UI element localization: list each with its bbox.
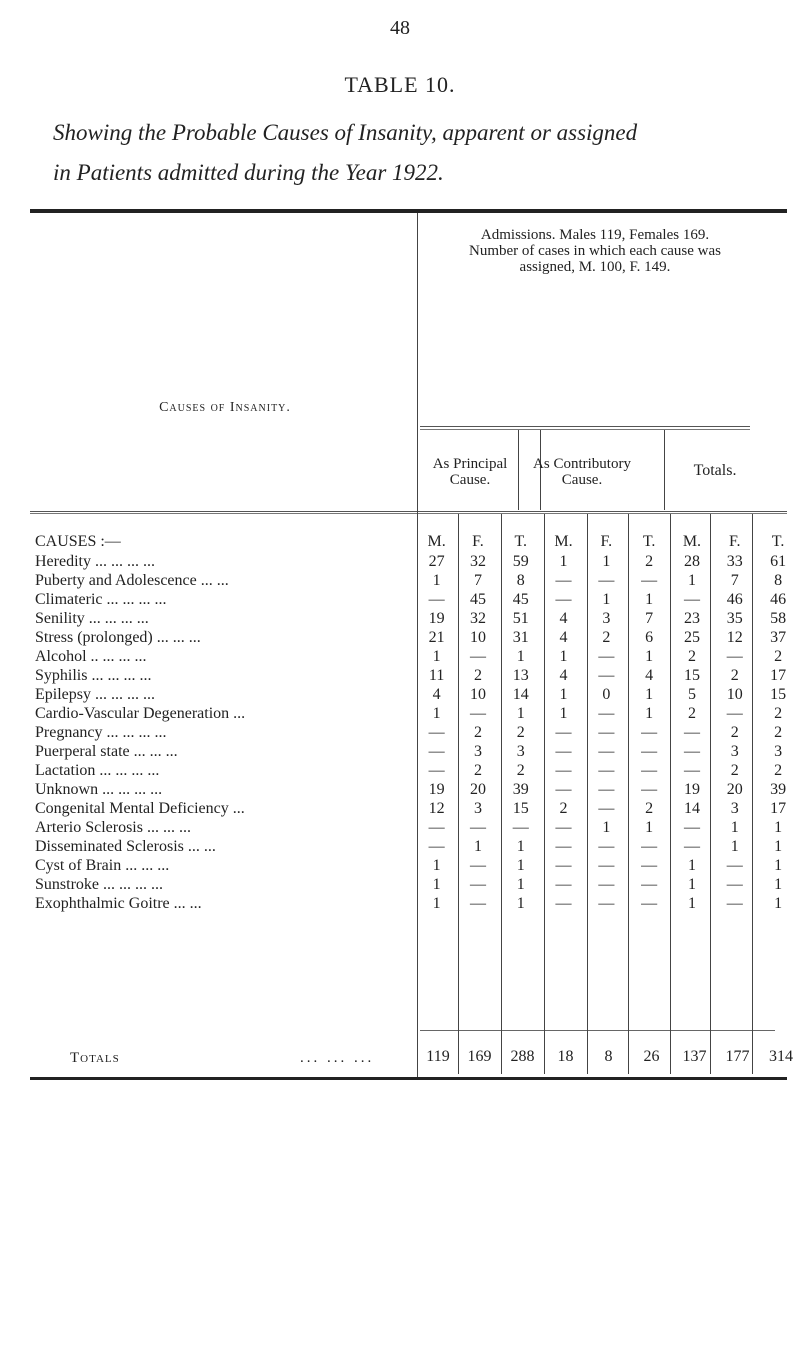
value-cell: — [641,781,658,798]
value-cell: — [428,743,445,760]
value-cell: — [641,895,658,912]
causes-label: CAUSES :— [35,532,121,550]
header-bottom-rule [30,511,787,512]
value-cell: 1 [473,838,482,855]
value-cell: 12 [428,800,445,817]
principal-cause-header [425,456,515,488]
value-cell: 2 [602,629,611,646]
value-cell: — [598,743,615,760]
value-cell: 39 [770,781,787,798]
value-cell: 1 [432,895,441,912]
cause-name: Arterio Sclerosis ... ... ... [35,819,191,836]
value-cell: — [683,762,700,779]
causes-table [35,530,800,913]
value-cell: 3 [473,800,482,817]
header-divider-rule-2 [420,429,750,430]
value-cell: — [598,667,615,684]
value-cell: 1 [730,819,739,836]
value-cell: 1 [602,819,611,836]
cause-name: Alcohol .. ... ... ... [35,648,147,665]
value-cell: 3 [602,610,611,627]
table-bottom-rule [30,1077,787,1080]
table-row [35,666,800,685]
value-cell: — [726,895,743,912]
col-label: F. [600,532,613,550]
value-cell: 2 [473,724,482,741]
value-cell: — [555,857,572,874]
causes-column-header: Causes of Insanity. [159,400,291,415]
value-cell: — [469,819,486,836]
total-cell: 18 [557,1048,574,1065]
principal-cause-label-1: As Principal [432,456,508,472]
cause-name: Sunstroke ... ... ... ... [35,876,163,893]
value-cell: 4 [559,667,568,684]
table-row [35,704,800,723]
value-cell: 3 [516,743,525,760]
value-cell: 33 [726,553,743,570]
value-cell: 1 [516,838,525,855]
value-cell: — [598,876,615,893]
value-cell: 1 [516,876,525,893]
value-cell: 61 [770,553,787,570]
table-title: TABLE 10. [344,72,456,97]
value-cell: 20 [726,781,743,798]
value-cell: — [555,762,572,779]
value-cell: — [598,857,615,874]
value-cell: — [598,762,615,779]
cause-name: Senility ... ... ... ... [35,610,149,627]
cause-name: Puberty and Adolescence ... ... [35,572,229,589]
cause-name: Stress (prolonged) ... ... ... [35,629,201,646]
cause-name: Disseminated Sclerosis ... ... [35,838,216,855]
total-cell: 119 [426,1048,450,1065]
value-cell: 1 [645,819,654,836]
value-cell: 1 [432,705,441,722]
table-row [35,799,800,818]
value-cell: 28 [683,553,700,570]
value-cell: 4 [645,667,654,684]
value-cell: 58 [770,610,787,627]
value-cell: 59 [512,553,529,570]
value-cell: — [469,895,486,912]
value-cell: 1 [774,819,783,836]
cause-name: Cyst of Brain ... ... ... [35,857,170,874]
value-cell: 2 [730,724,739,741]
value-cell: — [598,800,615,817]
cause-name: Unknown ... ... ... ... [35,781,163,798]
value-cell: 2 [730,667,739,684]
value-cell: 10 [726,686,743,703]
col-label: T. [514,532,528,550]
table-row [35,761,800,780]
value-cell: 1 [559,648,568,665]
col-label: T. [642,532,656,550]
value-cell: 7 [473,572,482,589]
table-row [35,647,800,666]
value-cell: 15 [683,667,700,684]
table-row [35,780,800,799]
value-cell: — [683,838,700,855]
value-cell: 2 [516,762,525,779]
col-label: T. [771,532,785,550]
value-cell: — [598,724,615,741]
value-cell: 1 [687,895,696,912]
value-cell: — [555,819,572,836]
value-cell: — [598,838,615,855]
value-cell: 45 [469,591,486,608]
value-cell: 2 [774,705,783,722]
value-cell: 51 [512,610,529,627]
total-cell: 169 [467,1048,492,1065]
value-cell: — [683,591,700,608]
value-cell: 2 [774,648,783,665]
value-cell: 1 [730,838,739,855]
table-row [35,875,800,894]
value-cell: 4 [559,629,568,646]
value-cell: 15 [512,800,529,817]
contributory-cause-label-1: As Contributory [533,456,631,472]
value-cell: 27 [428,553,445,570]
table-row [35,685,800,704]
value-cell: — [598,572,615,589]
value-cell: 1 [602,591,611,608]
col-label: F. [728,532,741,550]
value-cell: 1 [432,876,441,893]
value-cell: 1 [774,838,783,855]
value-cell: 1 [432,572,441,589]
col-label: F. [472,532,484,550]
value-cell: — [683,743,700,760]
value-cell: — [555,876,572,893]
cause-name: Syphilis ... ... ... ... [35,667,152,684]
table-row [35,609,800,628]
value-cell: — [641,857,658,874]
value-cell: 1 [687,876,696,893]
value-cell: — [555,724,572,741]
value-cell: 1 [645,686,654,703]
value-cell: — [641,572,658,589]
value-cell: — [428,724,445,741]
value-cell: — [555,895,572,912]
value-cell: 6 [645,629,654,646]
table-row [35,552,800,571]
total-cell: 137 [682,1048,707,1065]
table-row [35,837,800,856]
value-cell: — [683,724,700,741]
value-cell: — [726,648,743,665]
value-cell: 1 [432,857,441,874]
value-cell: — [641,762,658,779]
table-row [35,818,800,837]
value-cell: 2 [687,705,696,722]
value-cell: 37 [770,629,787,646]
value-cell: 17 [770,667,787,684]
value-cell: 32 [469,610,486,627]
value-cell: 4 [559,610,568,627]
value-cell: 1 [559,705,568,722]
col-label: M. [682,532,702,550]
value-cell: — [555,591,572,608]
value-cell: 4 [432,686,441,703]
value-cell: 2 [645,800,654,817]
value-cell: 19 [683,781,700,798]
table-row [35,856,800,875]
value-cell: 1 [687,857,696,874]
value-cell: 7 [645,610,654,627]
value-cell: 8 [774,572,783,589]
value-cell: 5 [687,686,696,703]
header-bottom-rule-2 [30,513,787,514]
page-number: 48 [390,17,410,39]
value-cell: — [555,572,572,589]
value-cell: 1 [602,553,611,570]
value-cell: — [598,705,615,722]
cause-name: Heredity ... ... ... ... [35,553,155,570]
value-cell: — [469,705,486,722]
cause-name: Congenital Mental Deficiency ... [35,800,245,817]
value-cell: — [469,648,486,665]
value-cell: 2 [774,724,783,741]
value-cell: — [428,762,445,779]
value-cell: — [555,781,572,798]
value-cell: — [641,724,658,741]
value-cell: 3 [774,743,783,760]
totals-leader-dots: ... ... ... [300,1050,375,1066]
value-cell: 1 [516,895,525,912]
header-divider-rule [420,426,750,427]
value-cell: 1 [516,705,525,722]
total-cell: 26 [643,1048,660,1065]
value-cell: 17 [770,800,787,817]
value-cell: 20 [469,781,486,798]
value-cell: 1 [774,857,783,874]
value-cell: 10 [469,629,486,646]
principal-cause-label-2: Cause. [449,472,491,488]
value-cell: 2 [559,800,568,817]
admissions-line-1: Admissions. Males 119, Females 169. [480,227,710,243]
value-cell: — [598,648,615,665]
value-cell: — [469,857,486,874]
value-cell: 1 [774,876,783,893]
total-cell: 8 [604,1048,613,1065]
value-cell: — [428,591,445,608]
value-cell: — [641,743,658,760]
value-cell: — [598,895,615,912]
value-cell: 1 [432,648,441,665]
value-cell: 23 [683,610,700,627]
value-cell: 1 [645,591,654,608]
value-cell: 19 [428,781,445,798]
value-cell: 1 [516,857,525,874]
cause-name: Cardio-Vascular Degeneration ... [35,705,246,722]
value-cell: 14 [683,800,700,817]
total-cell: 177 [725,1048,750,1065]
value-cell: 1 [774,895,783,912]
table-row [35,723,800,742]
value-cell: — [641,876,658,893]
value-cell: 3 [730,800,739,817]
table-row [35,742,800,761]
subtitle-line-1: Showing the Probable Causes of Insanity, apparent or assigned [53,120,638,145]
value-cell: — [428,819,445,836]
value-cell: 2 [687,648,696,665]
value-cell: 2 [645,553,654,570]
cause-name: Pregnancy ... ... ... ... [35,724,167,741]
col-label: M. [427,532,446,550]
value-cell: 45 [512,591,529,608]
value-cell: 10 [469,686,486,703]
value-cell: — [598,781,615,798]
value-cell: 31 [512,629,529,646]
col-label: M. [554,532,573,550]
vline-principal [518,430,519,510]
value-cell: 21 [428,629,445,646]
value-cell: 32 [469,553,486,570]
subtitle-line-2: in Patients admitted during the Year 1922. [53,160,444,185]
contributory-cause-header [527,456,637,488]
value-cell: 35 [726,610,743,627]
value-cell: 2 [774,762,783,779]
value-cell: 8 [516,572,525,589]
value-cell: 46 [726,591,743,608]
value-cell: 1 [559,686,568,703]
cause-name: Climateric ... ... ... ... [35,591,167,608]
cause-name: Lactation ... ... ... ... [35,762,160,779]
value-cell: 15 [770,686,787,703]
value-cell: 3 [473,743,482,760]
totals-rule [420,1030,775,1031]
value-cell: 19 [428,610,445,627]
value-cell: 13 [512,667,529,684]
value-cell: 14 [512,686,529,703]
cause-name: Exophthalmic Goitre ... ... [35,895,202,912]
value-cell: — [555,838,572,855]
totals-header: Totals. [693,462,737,479]
value-cell: 25 [683,629,700,646]
value-cell: 0 [602,686,611,703]
table-top-rule [30,209,787,213]
table-row [35,590,800,609]
value-cell: — [726,857,743,874]
value-cell: 1 [559,553,568,570]
value-cell: — [641,838,658,855]
value-cell: 1 [645,648,654,665]
value-cell: — [428,838,445,855]
admissions-header [425,227,765,275]
value-cell: 2 [473,667,482,684]
value-cell: — [469,876,486,893]
value-cell: 1 [516,648,525,665]
value-cell: — [726,876,743,893]
value-cell: 1 [645,705,654,722]
table-row [35,628,800,647]
value-cell: 12 [726,629,743,646]
value-cell: 2 [473,762,482,779]
value-cell: 1 [687,572,696,589]
total-cell: 314 [769,1048,793,1065]
table-row [35,894,800,913]
admissions-line-3: assigned, M. 100, F. 149. [519,259,671,275]
value-cell: 7 [730,572,739,589]
value-cell: 46 [770,591,787,608]
value-cell: 39 [512,781,529,798]
totals-row [418,1048,800,1066]
value-cell: 2 [516,724,525,741]
value-cell: — [726,705,743,722]
value-cell: — [683,819,700,836]
totals-label: Totals [70,1050,120,1066]
column-labels-row [35,530,800,552]
total-cell: 288 [510,1048,535,1065]
value-cell: 11 [428,667,445,684]
value-cell: — [512,819,529,836]
value-cell: 3 [730,743,739,760]
value-cell: — [555,743,572,760]
admissions-line-2: Number of cases in which each cause was [469,243,721,259]
contributory-cause-label-2: Cause. [561,472,603,488]
value-cell: 2 [730,762,739,779]
cause-name: Epilepsy ... ... ... ... [35,686,155,703]
table-row [35,571,800,590]
cause-name: Puerperal state ... ... ... [35,743,178,760]
